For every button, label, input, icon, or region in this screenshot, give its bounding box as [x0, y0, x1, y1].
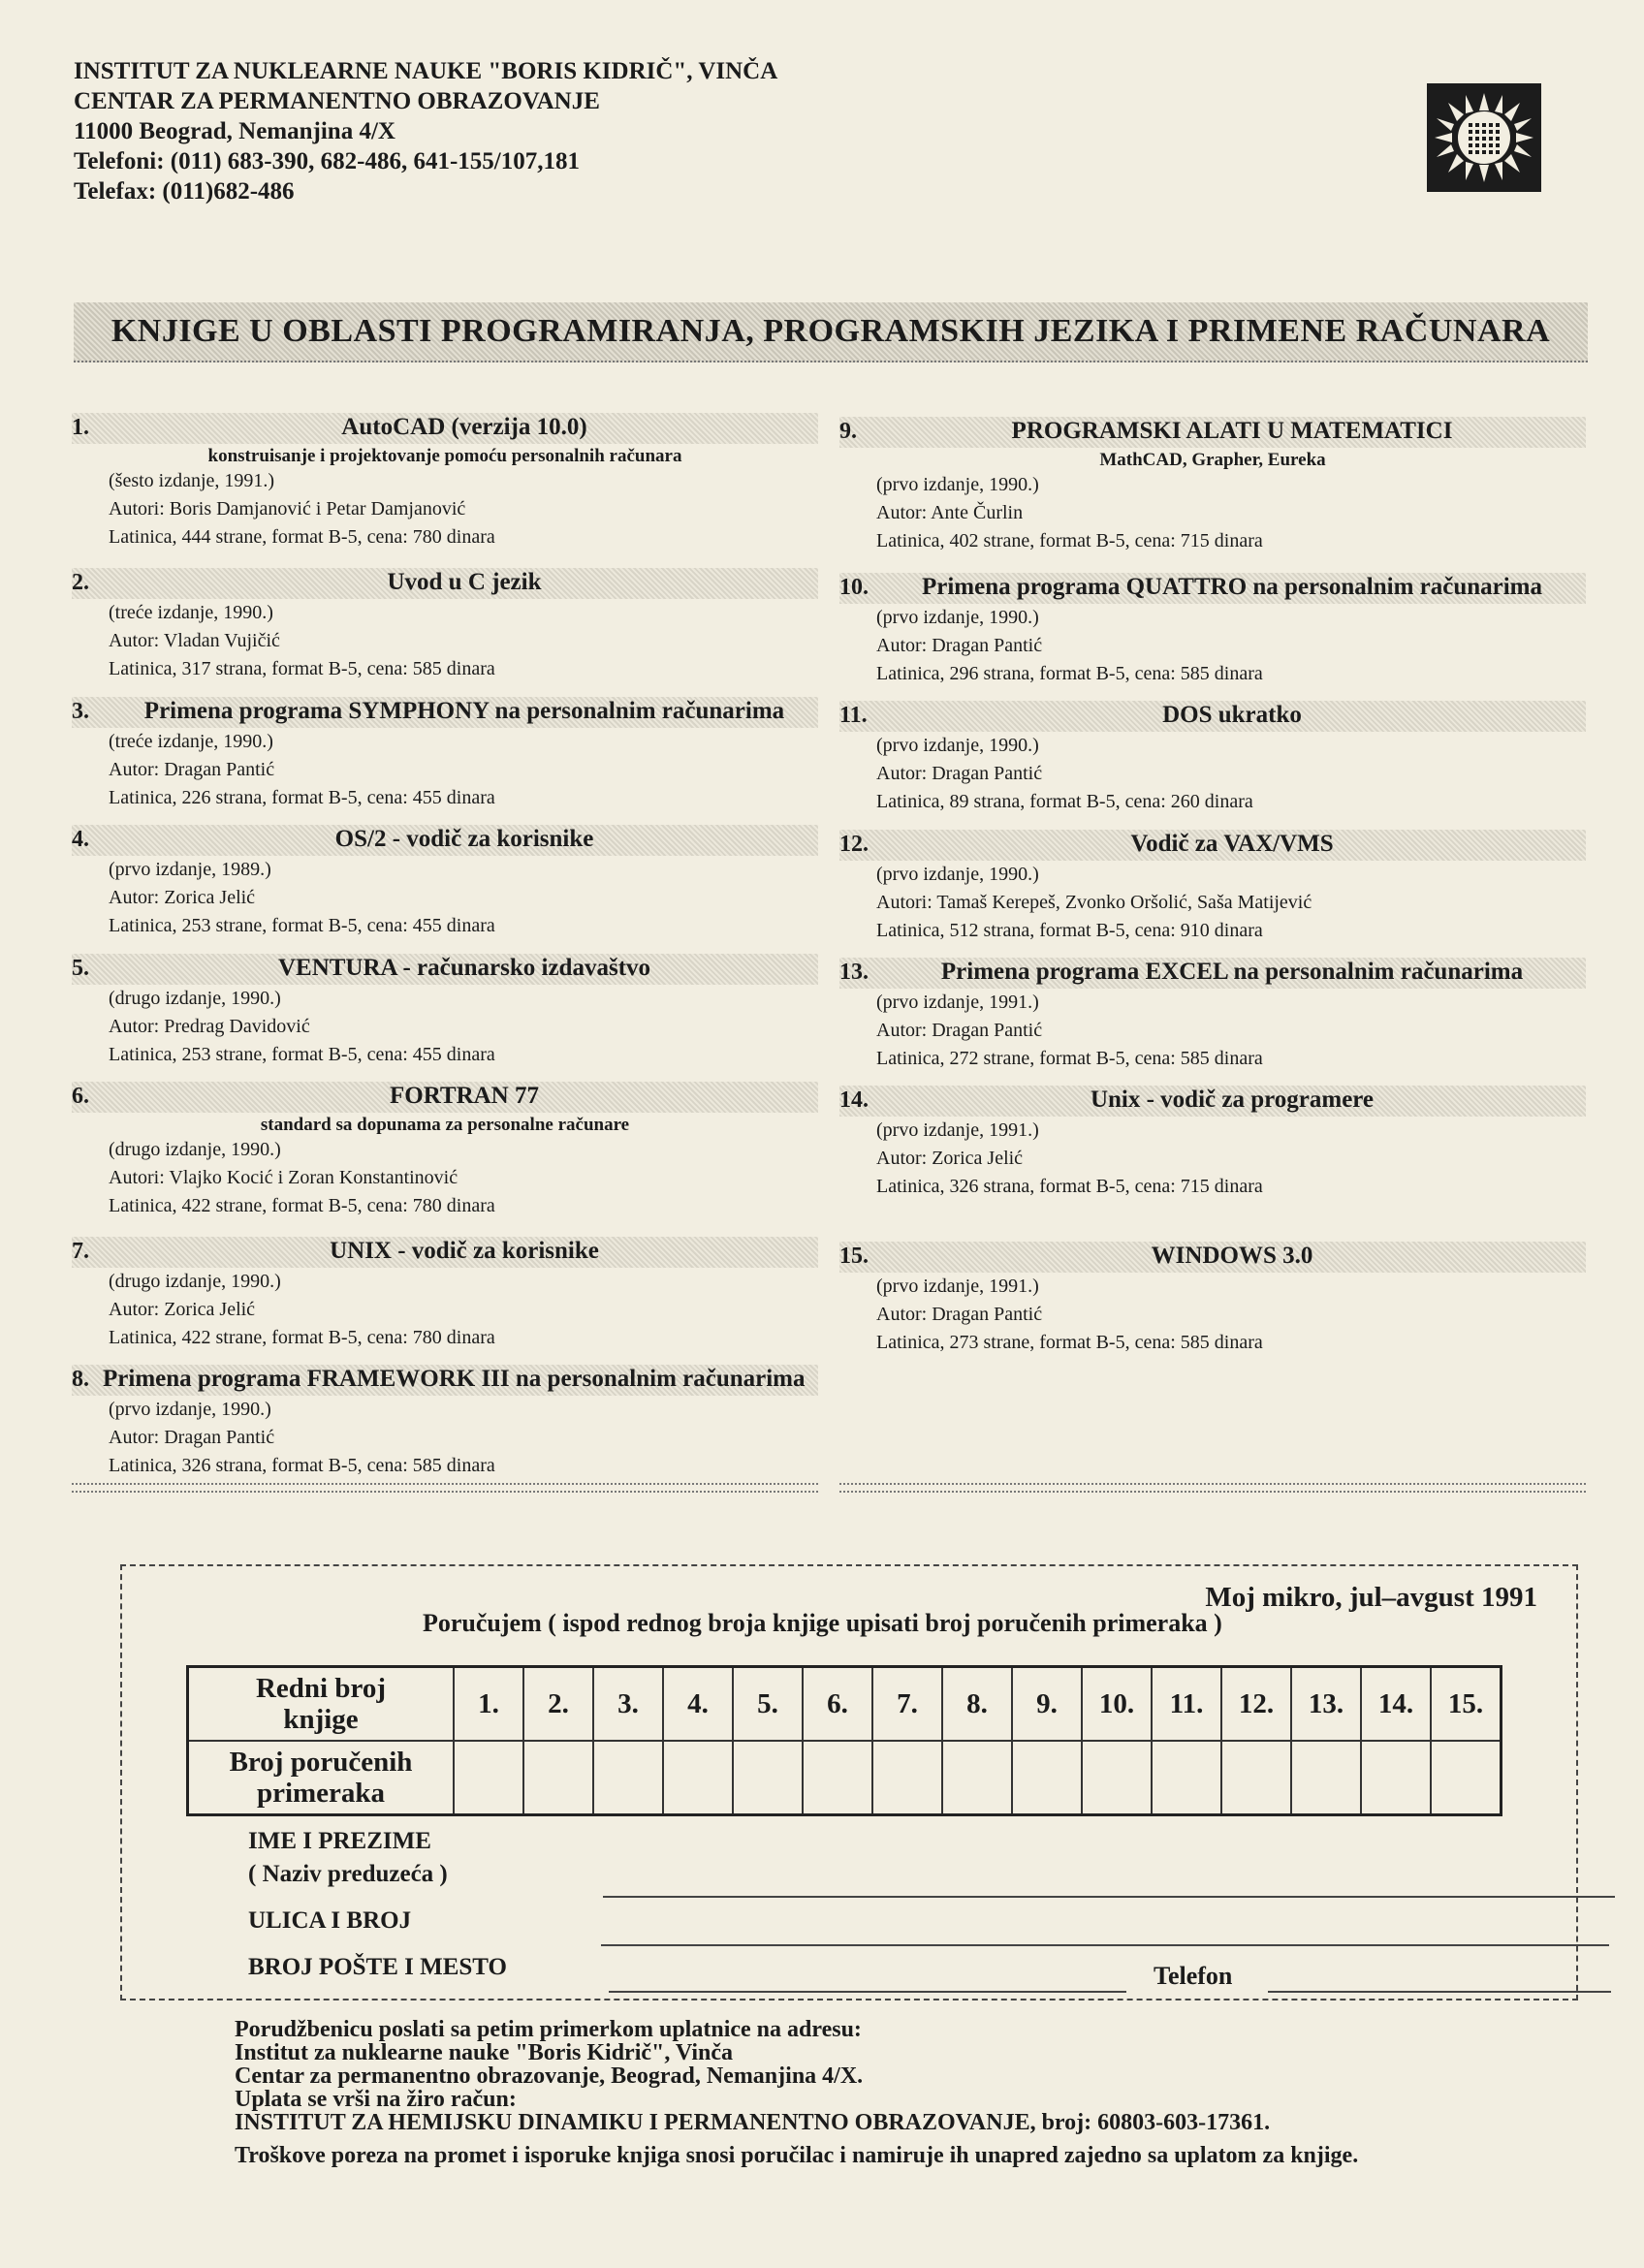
divider-left — [72, 1483, 818, 1493]
book-number: 12. — [839, 832, 869, 857]
tax-note: Troškove poreza na promet i isporuke knjiga snosi poručilac i namiruje ih unapred zajedno sa uplatom za knjige. — [235, 2143, 1359, 2168]
book-details: Latinica, 89 strana, format B-5, cena: 260 dinara — [876, 791, 1253, 812]
book-subtitle: standard sa dopunama za personalne računare — [260, 1115, 630, 1135]
quantity-cell[interactable] — [872, 1741, 942, 1815]
post-city-field[interactable] — [609, 1991, 1126, 1993]
book-number: 9. — [839, 419, 857, 444]
book-title: Vodič za VAX/VMS — [1130, 831, 1334, 857]
book-heading — [839, 958, 1586, 989]
book-details: Latinica, 326 strana, format B-5, cena: 585 dinara — [109, 1455, 495, 1476]
post-city-label: BROJ POŠTE I MESTO — [248, 1954, 507, 1980]
footer-line: Porudžbenicu poslati sa petim primerkom uplatnice na adresu: — [235, 2017, 862, 2042]
magazine-issue: Moj mikro, jul–avgust 1991 — [1205, 1582, 1537, 1613]
book-entry — [72, 1237, 818, 1352]
book-entry — [839, 573, 1586, 688]
phone-field[interactable] — [1268, 1991, 1611, 1993]
institute-logo-icon — [1427, 83, 1541, 192]
book-heading — [72, 1365, 818, 1396]
book-details: Latinica, 253 strane, format B-5, cena: 455 dinara — [109, 1044, 495, 1065]
book-number-cell: 10. — [1082, 1667, 1152, 1742]
book-entry — [72, 954, 818, 1069]
book-details: Latinica, 317 strana, format B-5, cena: 585 dinara — [109, 658, 495, 679]
book-details: Latinica, 422 strane, format B-5, cena: 780 dinara — [109, 1195, 495, 1216]
order-form — [120, 1564, 1578, 2000]
book-number: 15. — [839, 1244, 869, 1269]
book-edition: (drugo izdanje, 1990.) — [109, 988, 281, 1009]
book-edition: (šesto izdanje, 1991.) — [109, 470, 275, 491]
book-edition: (treće izdanje, 1990.) — [109, 731, 273, 752]
book-heading — [839, 701, 1586, 732]
book-number-cell: 12. — [1221, 1667, 1291, 1742]
book-title: VENTURA - računarsko izdavaštvo — [277, 955, 651, 981]
catalog-banner — [74, 302, 1588, 362]
book-details: Latinica, 512 strana, format B-5, cena: 910 dinara — [876, 920, 1263, 941]
book-entry — [72, 1365, 818, 1480]
book-edition: (prvo izdanje, 1990.) — [876, 474, 1039, 495]
book-title: UNIX - vodič za korisnike — [330, 1238, 599, 1264]
book-heading — [839, 1242, 1586, 1273]
book-heading — [839, 830, 1586, 861]
book-authors: Autor: Dragan Pantić — [876, 1020, 1043, 1041]
order-instruction: Poručujem ( ispod rednog broja knjige upisati broj poručenih primeraka ) — [423, 1609, 1222, 1637]
book-number: 14. — [839, 1087, 869, 1113]
book-edition: (prvo izdanje, 1990.) — [876, 864, 1039, 885]
book-entry — [839, 958, 1586, 1073]
book-details: Latinica, 273 strane, format B-5, cena: 585 dinara — [876, 1332, 1263, 1353]
address: 11000 Beograd, Nemanjina 4/X — [74, 118, 395, 144]
book-authors: Autor: Dragan Pantić — [876, 763, 1043, 784]
book-number: 13. — [839, 960, 869, 985]
book-heading — [72, 568, 818, 599]
book-title: Primena programa SYMPHONY na personalnim računarima — [143, 698, 785, 724]
quantity-cell[interactable] — [1221, 1741, 1291, 1815]
book-number: 10. — [839, 575, 869, 600]
book-authors: Autori: Tamaš Kerepeš, Zvonko Oršolić, Saša Matijević — [876, 892, 1312, 913]
row-header-quantity: Broj poručenih primeraka — [188, 1741, 455, 1815]
book-number: 1. — [72, 415, 89, 440]
book-edition: (prvo izdanje, 1991.) — [876, 1119, 1039, 1141]
quantity-cell[interactable] — [942, 1741, 1012, 1815]
book-number-cell: 5. — [733, 1667, 803, 1742]
street-label: ULICA I BROJ — [248, 1907, 412, 1934]
book-authors: Autor: Predrag Davidović — [109, 1016, 310, 1037]
book-authors: Autor: Dragan Pantić — [109, 759, 275, 780]
book-entry — [72, 1082, 818, 1220]
phone-label: Telefon — [1154, 1962, 1233, 1990]
footer-line: Uplata se vrši na žiro račun: — [235, 2087, 517, 2112]
book-edition: (drugo izdanje, 1990.) — [109, 1139, 281, 1160]
footer-line: Centar za permanentno obrazovanje, Beograd, Nemanjina 4/X. — [235, 2063, 864, 2089]
book-authors: Autor: Dragan Pantić — [109, 1427, 275, 1448]
book-authors: Autori: Vlajko Kocić i Zoran Konstantinović — [109, 1167, 458, 1188]
book-title: DOS ukratko — [1162, 702, 1302, 728]
book-edition: (prvo izdanje, 1991.) — [876, 992, 1039, 1013]
book-number: 11. — [839, 703, 868, 728]
book-heading — [839, 417, 1586, 448]
book-details: Latinica, 272 strane, format B-5, cena: 585 dinara — [876, 1048, 1263, 1069]
book-entry — [72, 413, 818, 551]
book-heading — [72, 1237, 818, 1268]
book-entry — [839, 1086, 1586, 1201]
quantity-cell[interactable] — [454, 1741, 523, 1815]
quantity-cell[interactable] — [1082, 1741, 1152, 1815]
book-authors: Autori: Boris Damjanović i Petar Damjanović — [109, 498, 466, 520]
book-subtitle: konstruisanje i projektovanje pomoću personalnih računara — [207, 446, 682, 466]
book-number-cell: 2. — [523, 1667, 593, 1742]
book-heading — [72, 954, 818, 985]
institute-header — [74, 56, 777, 206]
book-number-row — [188, 1667, 1502, 1742]
book-number: 7. — [72, 1239, 89, 1264]
book-edition: (prvo izdanje, 1991.) — [876, 1276, 1039, 1297]
book-authors: Autor: Zorica Jelić — [876, 1148, 1024, 1169]
book-title: Unix - vodič za programere — [1090, 1087, 1375, 1113]
book-number-cell: 13. — [1291, 1667, 1361, 1742]
book-number-cell: 8. — [942, 1667, 1012, 1742]
quantity-cell[interactable] — [593, 1741, 663, 1815]
book-number-cell: 1. — [454, 1667, 523, 1742]
phone-numbers: Telefoni: (011) 683-390, 682-486, 641-155/107,181 — [74, 148, 580, 174]
quantity-cell[interactable] — [733, 1741, 803, 1815]
book-authors: Autor: Vladan Vujičić — [109, 630, 280, 651]
book-details: Latinica, 253 strane, format B-5, cena: 455 dinara — [109, 915, 495, 936]
book-heading — [839, 1086, 1586, 1117]
book-details: Latinica, 422 strane, format B-5, cena: 780 dinara — [109, 1327, 495, 1348]
quantity-cell[interactable] — [523, 1741, 593, 1815]
order-table — [186, 1665, 1502, 1816]
book-entry — [839, 417, 1586, 555]
book-details: Latinica, 326 strana, format B-5, cena: 715 dinara — [876, 1176, 1263, 1197]
book-edition: (prvo izdanje, 1990.) — [109, 1399, 271, 1420]
name-field[interactable] — [603, 1896, 1615, 1898]
book-heading — [72, 1082, 818, 1113]
book-title: Primena programa QUATTRO na personalnim računarima — [921, 574, 1543, 600]
row-header-book-number: Redni broj knjige — [188, 1667, 455, 1742]
book-authors: Autor: Dragan Pantić — [876, 1304, 1043, 1325]
book-entry — [839, 1242, 1586, 1357]
center-name: CENTAR ZA PERMANENTNO OBRAZOVANJE — [74, 88, 600, 114]
book-details: Latinica, 296 strana, format B-5, cena: 585 dinara — [876, 663, 1263, 684]
book-number-cell: 4. — [663, 1667, 733, 1742]
quantity-cell[interactable] — [1361, 1741, 1431, 1815]
book-authors: Autor: Zorica Jelić — [109, 1299, 256, 1320]
book-entry — [72, 697, 818, 812]
book-title: PROGRAMSKI ALATI U MATEMATICI — [1011, 418, 1453, 444]
divider-right — [839, 1483, 1586, 1493]
book-title: Primena programa FRAMEWORK III na personalnim računarima — [103, 1366, 806, 1392]
name-label: IME I PREZIME — [248, 1828, 431, 1854]
book-edition: (prvo izdanje, 1990.) — [876, 607, 1039, 628]
book-edition: (prvo izdanje, 1990.) — [876, 735, 1039, 756]
book-number-cell: 7. — [872, 1667, 942, 1742]
book-number-cell: 9. — [1012, 1667, 1082, 1742]
book-authors: Autor: Ante Čurlin — [876, 502, 1024, 523]
book-number-cell: 15. — [1431, 1667, 1502, 1742]
book-number: 2. — [72, 570, 89, 595]
book-entry — [839, 701, 1586, 816]
book-details: Latinica, 226 strana, format B-5, cena: 455 dinara — [109, 787, 495, 808]
institute-name: INSTITUT ZA NUKLEARNE NAUKE "BORIS KIDRIČ", VINČA — [74, 58, 778, 84]
book-edition: (prvo izdanje, 1989.) — [109, 859, 271, 880]
book-entry — [72, 825, 818, 940]
book-number: 5. — [72, 956, 89, 981]
quantity-cell[interactable] — [803, 1741, 872, 1815]
book-edition: (drugo izdanje, 1990.) — [109, 1271, 281, 1292]
book-authors: Autor: Dragan Pantić — [876, 635, 1043, 656]
book-number-cell: 11. — [1152, 1667, 1221, 1742]
street-field[interactable] — [601, 1944, 1609, 1946]
book-title: Primena programa EXCEL na personalnim računarima — [940, 959, 1524, 985]
quantity-cell[interactable] — [663, 1741, 733, 1815]
book-title: Uvod u C jezik — [387, 569, 542, 595]
book-authors: Autor: Zorica Jelić — [109, 887, 256, 908]
book-number-cell: 14. — [1361, 1667, 1431, 1742]
company-label: ( Naziv preduzeća ) — [248, 1861, 448, 1887]
footer-line: Institut za nuklearne nauke "Boris Kidrič", Vinča — [235, 2040, 734, 2065]
book-details: Latinica, 402 strane, format B-5, cena: 715 dinara — [876, 530, 1263, 551]
book-heading — [72, 413, 818, 444]
book-edition: (treće izdanje, 1990.) — [109, 602, 273, 623]
book-title: FORTRAN 77 — [390, 1083, 539, 1109]
book-entry — [839, 830, 1586, 945]
book-title: AutoCAD (verzija 10.0) — [341, 414, 587, 440]
quantity-row — [188, 1741, 1502, 1815]
book-number: 8. — [72, 1367, 89, 1392]
book-number: 6. — [72, 1084, 89, 1109]
book-number-cell: 3. — [593, 1667, 663, 1742]
book-heading — [72, 825, 818, 856]
fax-number: Telefax: (011)682-486 — [74, 178, 295, 205]
book-title: OS/2 - vodič za korisnike — [334, 826, 594, 852]
book-details: Latinica, 444 strane, format B-5, cena: 780 dinara — [109, 526, 495, 548]
book-entry — [72, 568, 818, 683]
book-title: WINDOWS 3.0 — [1151, 1243, 1313, 1269]
quantity-cell[interactable] — [1012, 1741, 1082, 1815]
book-number: 4. — [72, 827, 89, 852]
book-subtitle: MathCAD, Grapher, Eureka — [1099, 450, 1326, 470]
book-heading — [839, 573, 1586, 604]
quantity-cell[interactable] — [1152, 1741, 1221, 1815]
book-number-cell: 6. — [803, 1667, 872, 1742]
book-heading — [72, 697, 818, 728]
book-number: 3. — [72, 699, 89, 724]
quantity-cell[interactable] — [1291, 1741, 1361, 1815]
quantity-cell[interactable] — [1431, 1741, 1502, 1815]
banner-title: KNJIGE U OBLASTI PROGRAMIRANJA, PROGRAMSKIH JEZIKA I PRIMENE RAČUNARA — [111, 313, 1551, 349]
bank-account: INSTITUT ZA HEMIJSKU DINAMIKU I PERMANENTNO OBRAZOVANJE, broj: 60803-603-17361. — [235, 2110, 1271, 2135]
payment-instructions — [235, 2018, 1358, 2167]
